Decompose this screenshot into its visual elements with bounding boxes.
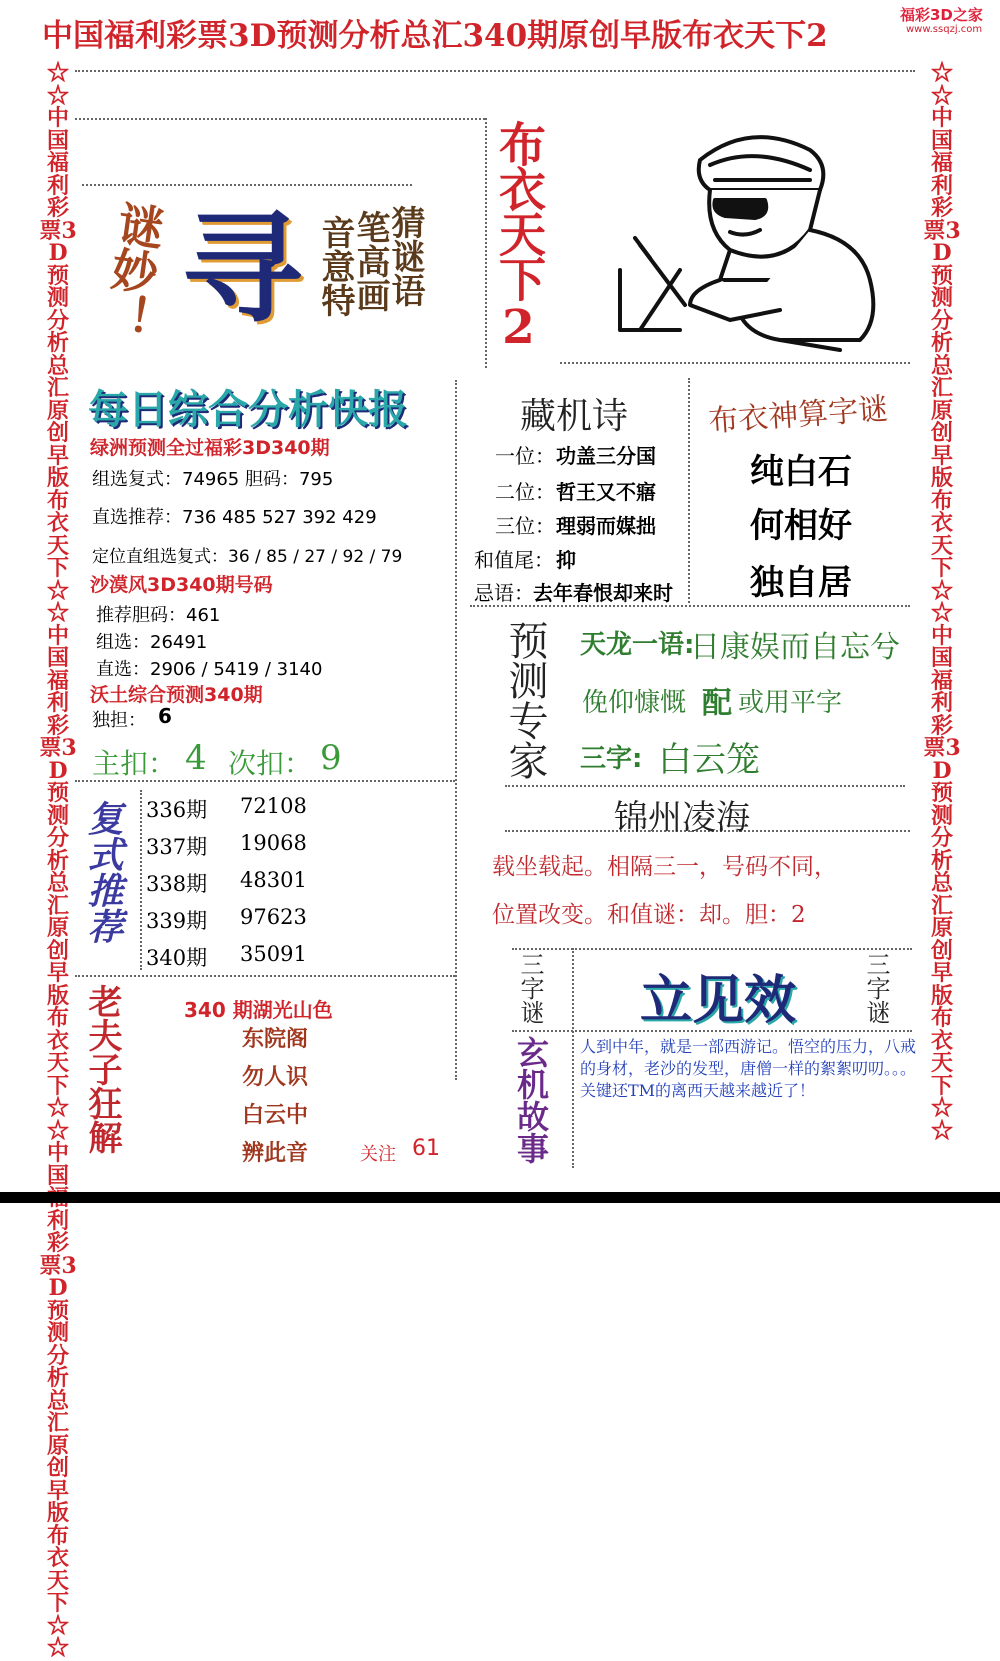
bottom-bar [0,1192,1000,1203]
poem-line-3-text: 理弱而媒拙 [556,514,656,538]
daily-section-1-line-1: 组选复式：74965 胆码：795 [92,469,334,490]
sanzi-mi-right: 三字谜 [862,952,890,1024]
laofuzi-line-4: 辨此音 [242,1141,309,1166]
riddle-line-1: 纯白石 [750,452,852,492]
poem-line-5-label: 忌语： [474,581,534,605]
riddle-title: 布衣神算字谜 [707,391,890,440]
laofuzi-heading: 340 期湖光山色 [184,998,333,1022]
xun-right-col-3: 音意特 [315,215,355,317]
laofuzi-line-1: 东院阁 [242,1027,309,1052]
daily-section-1-heading: 绿洲预测全过福彩3D340期 [90,437,330,459]
daily-section-2-line-2: 组选：26491 [96,632,208,653]
poem-line-1-text: 功盖三分国 [556,444,656,468]
divider-fushi-bottom [75,975,455,977]
daily-section-1-line-3: 定位直组选复式：36 / 85 / 27 / 92 / 79 [92,547,403,567]
tianlong-text: 日康娱而自忘兮 [690,630,900,665]
follow-label: 关注 [360,1144,396,1165]
xun-right-col-1: 猜谜语 [385,205,425,307]
divider-top-2 [75,118,485,120]
expert-label: 预测专家 [502,620,548,780]
site-logo: 福彩3D之家 [900,6,983,24]
daily-section-2-heading: 沙漠风3D340期号码 [90,574,273,596]
divider-poem-right [688,378,690,603]
follow-value: 61 [412,1136,440,1161]
xun-left-phrase: 谜妙！ [95,198,169,343]
fushi-row-5-period: 340期 [146,946,208,970]
riddle-line-2: 何相好 [750,506,852,546]
jinzhou-line-2: 位置改变。和值谜：却。胆：2 [492,902,806,928]
laofuzi-line-3: 白云中 [242,1103,309,1128]
laofuzi-line-2: 勿人识 [242,1065,309,1090]
xuanji-label: 玄机故事 [512,1036,550,1164]
poem-line-4-label: 和值尾： [474,548,554,572]
fushi-row-4-num: 97623 [240,905,307,929]
right-border-text: ☆☆中国福利彩票3D预测分析总汇原创早版布衣天下☆☆中国福利彩票3D预测分析总汇原创早版布衣天下☆☆ [923,60,961,1144]
expert-line2-icon: 配 [702,686,732,721]
page-title: 中国福利彩票3D预测分析总汇340期原创早版布衣天下2 [42,18,828,54]
daily-section-2-line-1: 推荐胆码：461 [96,605,221,626]
jinzhou-title: 锦州凌海 [614,798,750,838]
liwan-title: 立见效 [640,971,797,1031]
poem-title: 藏机诗 [520,396,629,437]
sanzi-label: 三字: [580,744,643,774]
laofuzi-label: 老夫子狂解 [82,984,122,1154]
divider-brand-left [485,118,487,368]
poem-line-3-label: 三位： [495,514,555,538]
poem-line-1-label: 一位： [495,444,555,468]
divider-top [75,70,915,72]
divider-brand-bottom [560,362,910,364]
daily-section-2-line-3: 直选：2906 / 5419 / 3140 [96,659,323,680]
expert-line2-b: 或用平字 [738,688,843,718]
main-pick-label: 主扣： [92,747,177,780]
sanzi-text: 白云笼 [658,740,760,780]
cartoon-man-illustration [580,120,900,360]
expert-line2-a: 俛仰慷慨 [582,688,687,718]
sub-pick-label: 次扣： [228,747,313,780]
xun-right-col-2: 笔高画 [350,210,390,312]
jinzhou-line-1: 载坐载起。相隔三一，号码不同， [492,854,837,880]
divider-xun-top [82,184,412,186]
fushi-row-1-num: 72108 [240,794,307,818]
riddle-line-3: 独自居 [750,563,852,603]
fushi-row-2-num: 19068 [240,831,307,855]
tianlong-label: 天龙一语: [580,630,695,660]
left-border-text: ☆☆中国福利彩票3D预测分析总汇原创早版布衣天下☆☆中国福利彩票3D预测分析总汇原创早版布衣天下☆☆中国 利彩票3D预测分析总汇原创早版布衣天下☆☆ [39,60,77,1661]
poem-line-4-text: 抑 [556,548,576,572]
divider-xun-right [455,380,457,1080]
poem-line-2-label: 二位： [495,480,555,504]
sanzi-mi-left: 三字谜 [516,952,544,1024]
fushi-row-3-period: 338期 [146,872,208,896]
daily-section-3-heading: 沃土综合预测340期 [90,684,263,706]
site-url: www.ssqzj.com [906,24,983,35]
fushi-row-2-period: 337期 [146,835,208,859]
fushi-row-5-num: 35091 [240,942,307,966]
fushi-row-3-num: 48301 [240,868,307,892]
divider-expert-bottom [505,785,905,787]
fushi-label: 复式推荐 [82,800,123,944]
divider-story-left [572,948,574,1168]
poem-line-5-text: 去年春恨却来时 [533,581,673,605]
daily-section-1-line-2: 直选推荐：736 485 527 392 429 [92,507,377,528]
fushi-divider [140,790,142,970]
brand-title: 布衣天下2 [491,120,546,353]
sub-pick-value: 9 [320,738,342,778]
main-pick-value: 4 [185,738,207,778]
xun-big-char: 寻 [182,200,302,339]
fushi-row-4-period: 339期 [146,909,208,933]
daily-section-3-label: 独担： [92,710,146,731]
daily-title: 每日综合分析快报 [88,387,408,433]
fushi-row-1-period: 336期 [146,798,208,822]
poem-line-2-text: 哲王又不寤 [556,480,656,504]
xuanji-text: 人到中年，就是一部西游记。悟空的压力，八戒的身材，老沙的发型，唐僧一样的絮絮叨叨。。。关键还TM的离西天越来越近了！ [580,1037,917,1100]
daily-section-3-value: 6 [158,704,172,728]
